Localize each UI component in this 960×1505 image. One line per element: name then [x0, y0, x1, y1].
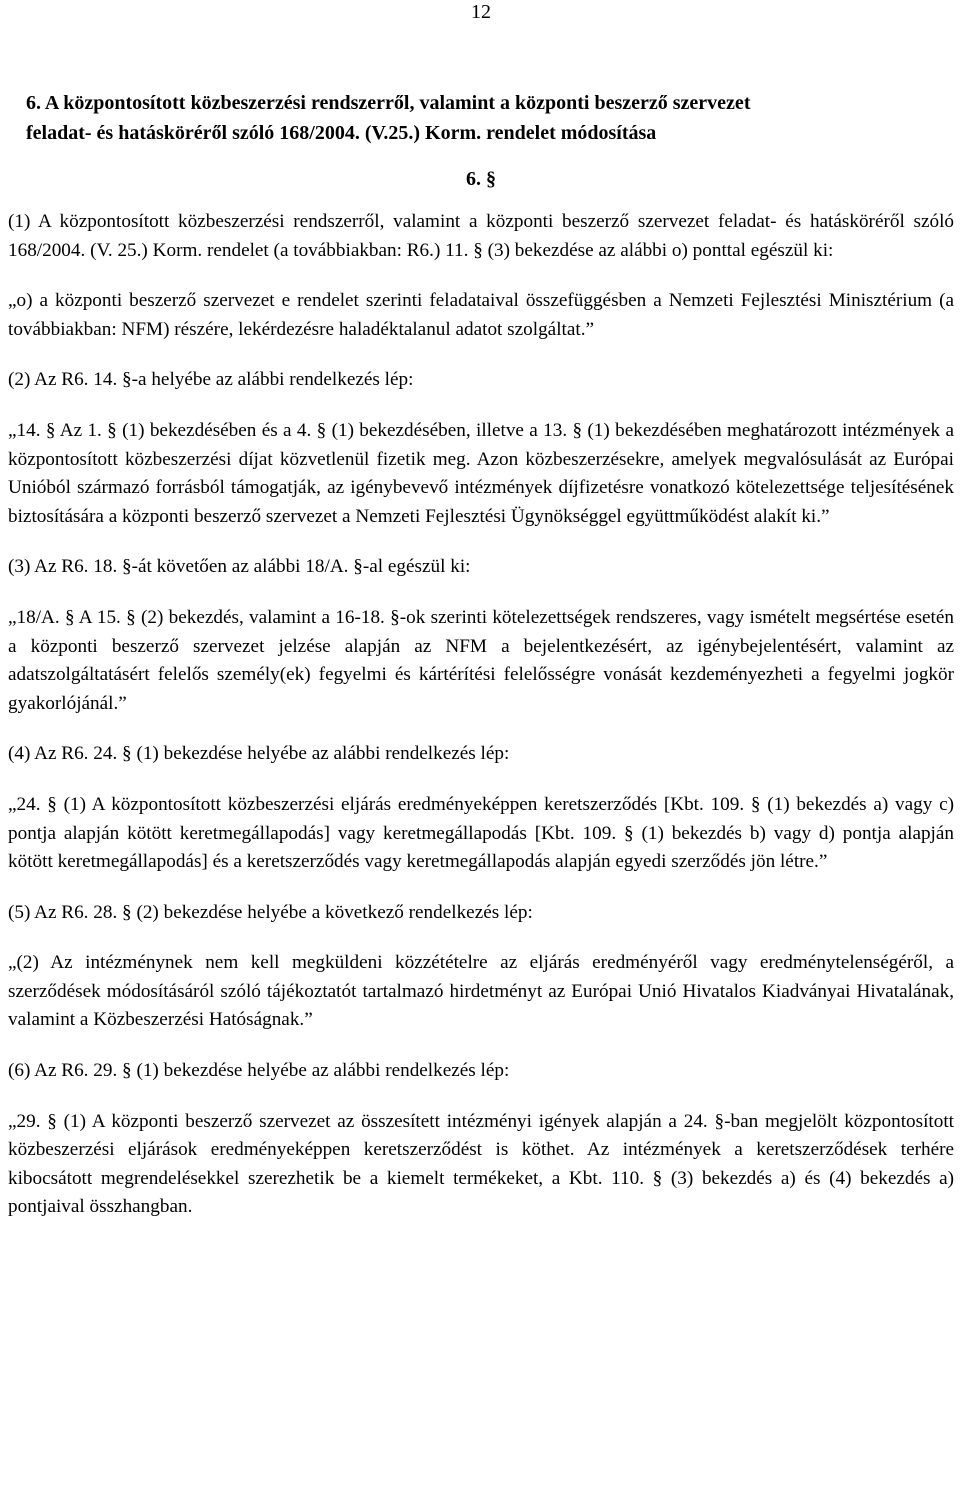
paragraph-6-quoted-text: „29. § (1) A központi beszerző szervezet az összesített intézményi igények alapján a 24. §-ban megjelölt központosított közbeszerzési eljárások eredményeképpen keretszerződést is köthet. Az intézmények a keretszerződések terhére kibocsátott megrendelésekkel szerezhetik be a kiemelt termékeket, a Kbt. 110. § (3) bekezdés a) és (4) bekezdés a) pontjaival összhangban. [8, 1110, 954, 1218]
paragraph-2-quoted-text: „14. § Az 1. § (1) bekezdésében és a 4. § (1) bekezdésében, illetve a 13. § (1) bekezdésében meghatározott intézmények a központosított közbeszerzési díjat közvetlenül fizetik meg. Azon közbeszerzésekre, amelyek megvalósulását az Európai Unióból származó forrásból támogatják, az igénybevevő intézmények díjfizetésre vonatkozó kötelezettsége teljesítésének biztosítására a központi beszerző szervezet a Nemzeti Fejlesztési Ügynökséggel együttműködést alakít ki.” [8, 419, 954, 527]
document-title-line-1: 6. A központosított közbeszerzési rendszerről, valamint a központi beszerző szervezet [26, 92, 751, 114]
paragraph-5-quoted-text: „(2) Az intézménynek nem kell megküldeni közzétételre az eljárás eredményéről vagy eredménytelenségéről, a szerződések módosításáról szóló tájékoztatót tartalmazó hirdetményt az Európai Unió Hivatalos Kiadványai Hivatalának, valamint a Közbeszerzési Hatóságnak.” [8, 952, 954, 1031]
paragraph-2-amendment-intro: (2) Az R6. 14. §-a helyébe az alábbi rendelkezés lép: [8, 369, 414, 391]
page-number: 12 [471, 1, 491, 23]
document-body [8, 88, 954, 1222]
paragraph-1-amendment-intro: (1) A központosított közbeszerzési rendszerről, valamint a központi beszerző szervezet feladat- és hatásköréről szóló 168/2004. (V. 25.) Korm. rendelet (a továbbiakban: R6.) 11. § (3) bekezdése az alábbi o) ponttal egészül ki: [8, 211, 954, 261]
paragraph-4-quoted-text: „24. § (1) A központosított közbeszerzési eljárás eredményeképpen keretszerződés [Kbt. 109. § (1) bekezdés a) vagy c) pontja alapján kötött keretmegállapodás] vagy keretmegállapodás [Kbt. 109. § (1) bekezdés b) vagy d) pontja alapján kötött keretmegállapodás] és a keretszerződés vagy keretmegállapodás alapján egyedi szerződés jön létre.” [8, 793, 954, 873]
paragraph-3-quoted-text: „18/A. § A 15. § (2) bekezdés, valamint a 16-18. §-ok szerinti kötelezettségek rendszeres, vagy ismételt megsértése esetén a központi beszerző szervezet jelzése alapján az NFM a bejelentkezésért, az igénybejelentésért, valamint az adatszolgáltatásért felelős személy(ek) fegyelmi és kártérítési felelősségre vonását kezdeményezheti a fegyelmi jogkör gyakorlójánál.” [8, 606, 954, 714]
document-title-line-2: feladat- és hatásköréről szóló 168/2004. (V.25.) Korm. rendelet módosítása [26, 122, 657, 144]
paragraph-3-amendment-intro: (3) Az R6. 18. §-át követően az alábbi 18/A. §-al egészül ki: [8, 556, 471, 578]
section-number: 6. § [466, 168, 496, 190]
paragraph-6-amendment-intro: (6) Az R6. 29. § (1) bekezdése helyébe az alábbi rendelkezés lép: [8, 1060, 510, 1082]
paragraph-1-quoted-text: „o) a központi beszerző szervezet e rendelet szerinti feladataival összefüggésben a Nemzeti Fejlesztési Minisztérium (a továbbiakban: NFM) részére, lekérdezésre haladéktalanul adatot szolgáltat.” [8, 290, 954, 340]
paragraph-4-amendment-intro: (4) Az R6. 24. § (1) bekezdése helyébe az alábbi rendelkezés lép: [8, 743, 510, 765]
paragraph-5-amendment-intro: (5) Az R6. 28. § (2) bekezdése helyébe a következő rendelkezés lép: [8, 901, 533, 923]
